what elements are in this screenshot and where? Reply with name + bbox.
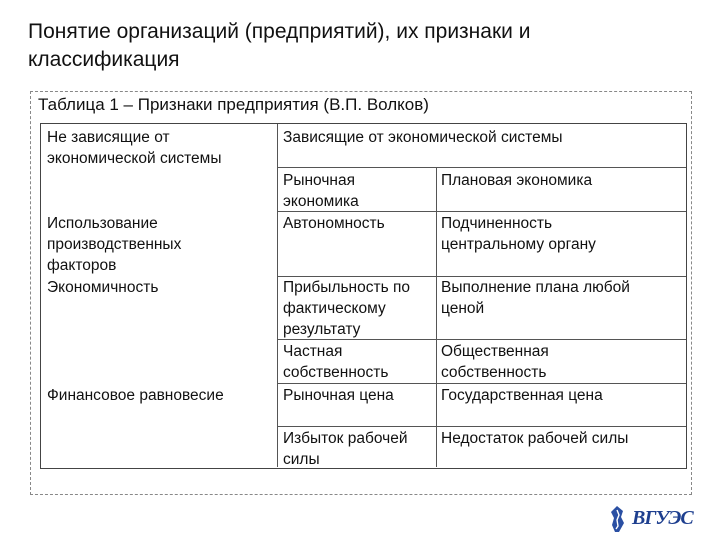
header-divider bbox=[277, 167, 686, 168]
left-row-3: Финансовое равновесие bbox=[47, 387, 224, 404]
column-divider-1 bbox=[277, 124, 278, 467]
table-caption: Таблица 1 – Признаки предприятия (В.П. Волков) bbox=[38, 95, 429, 114]
row-divider-4 bbox=[277, 383, 686, 384]
market-row-2: Прибыльность по фактическому результату bbox=[283, 279, 410, 338]
column-divider-2 bbox=[436, 167, 437, 467]
market-row-3: Частная собственность bbox=[283, 343, 389, 381]
emblem-icon bbox=[608, 505, 626, 533]
market-row-1: Автономность bbox=[283, 215, 385, 232]
planned-row-4: Государственная цена bbox=[441, 387, 603, 404]
slide-title: Понятие организаций (предприятий), их признаки и классификация bbox=[28, 20, 531, 71]
planned-row-2: Выполнение плана любой ценой bbox=[441, 279, 630, 317]
row-divider-5 bbox=[277, 426, 686, 427]
planned-row-5: Недостаток рабочей силы bbox=[441, 430, 629, 447]
market-row-5: Избыток рабочей силы bbox=[283, 430, 408, 468]
logo-text: ВГУЭС bbox=[632, 507, 693, 529]
left-row-1: Использование производственных факторов bbox=[47, 215, 182, 274]
market-row-4: Рыночная цена bbox=[283, 387, 394, 404]
planned-row-1: Подчиненность центральному органу bbox=[441, 215, 596, 253]
planned-economy-header: Плановая экономика bbox=[441, 172, 593, 189]
right-header: Зависящие от экономической системы bbox=[283, 129, 563, 146]
market-economy-header: Рыночная экономика bbox=[283, 172, 359, 210]
left-row-2: Экономичность bbox=[47, 279, 159, 296]
planned-row-3: Общественная собственность bbox=[441, 343, 549, 381]
university-logo bbox=[608, 505, 698, 533]
features-table bbox=[40, 123, 687, 469]
left-header: Не зависящие от экономической системы bbox=[47, 129, 222, 167]
